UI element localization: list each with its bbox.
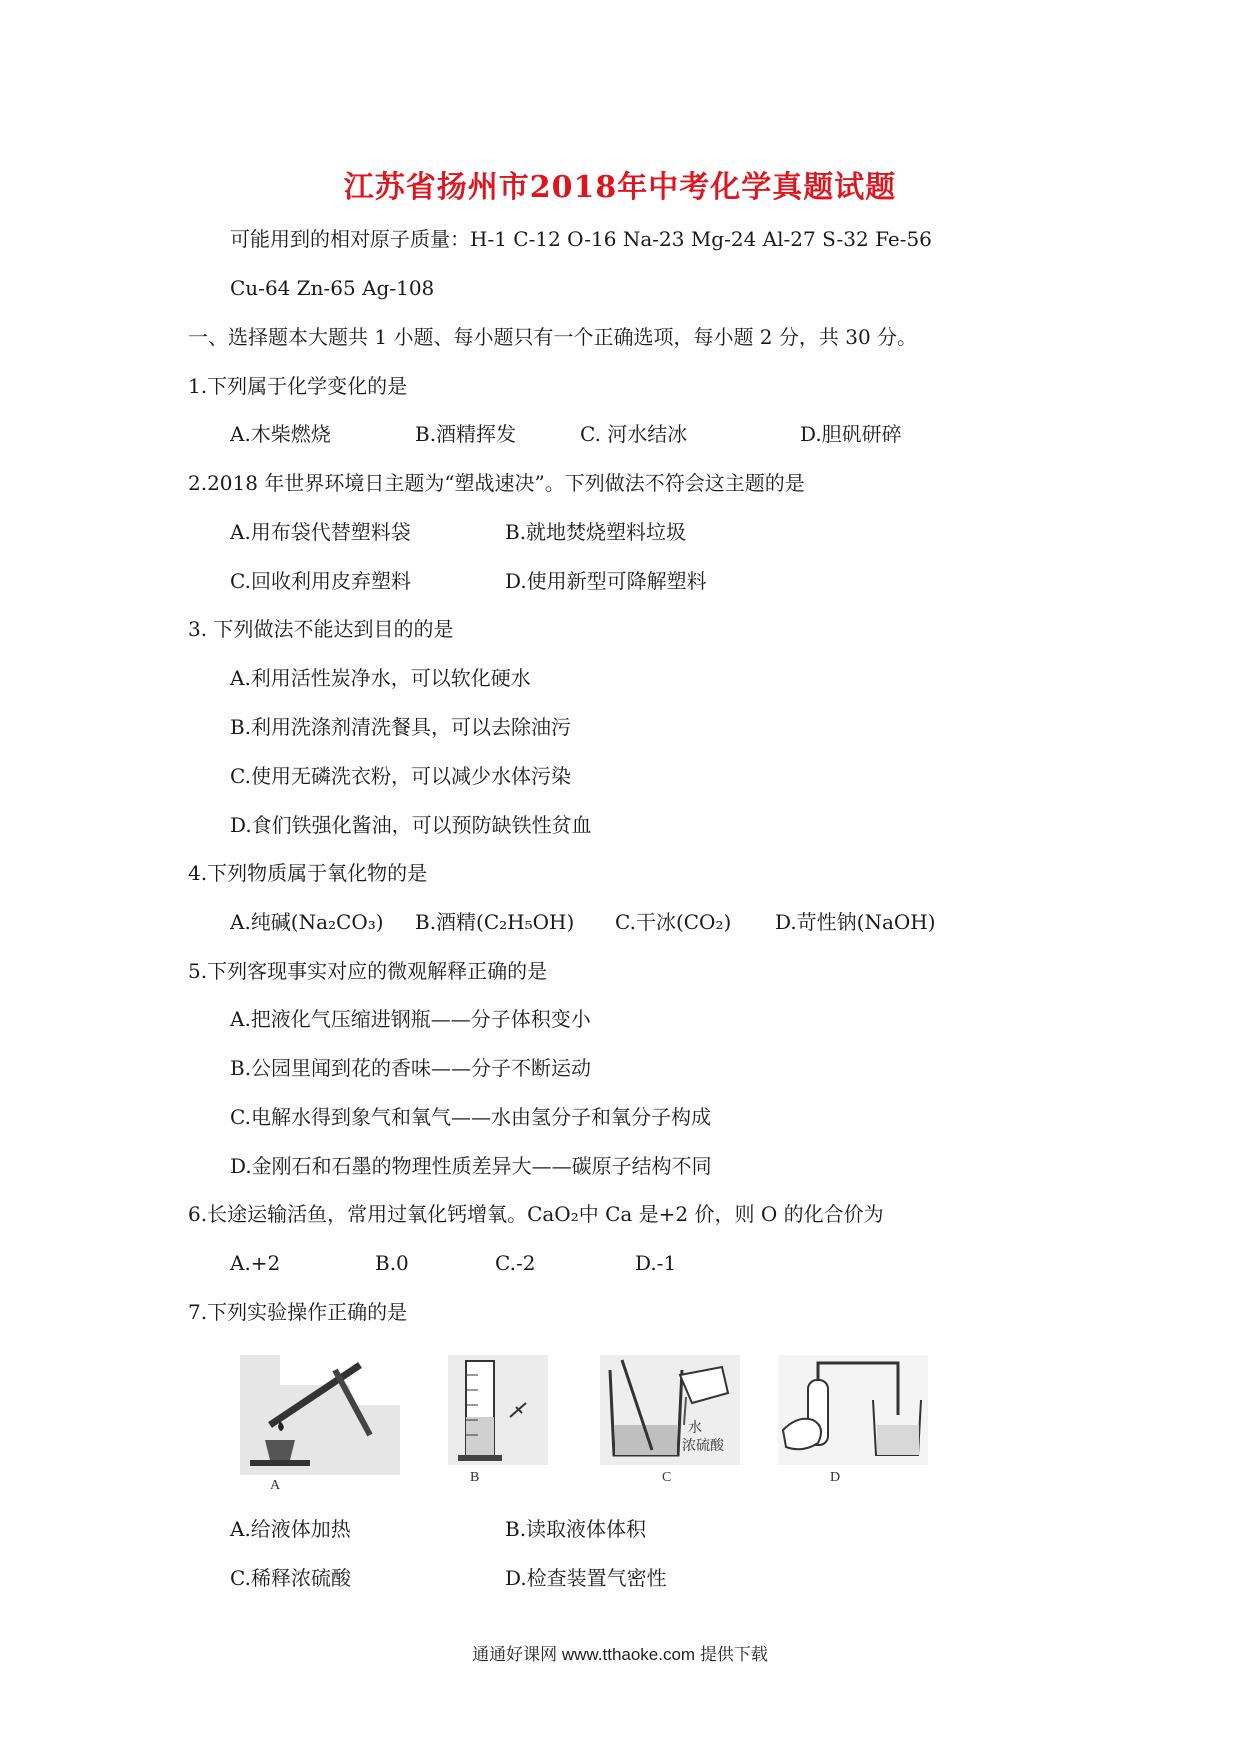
q2-option-d: D.使用新型可降解塑料 — [505, 569, 707, 593]
q2-option-c: C.回收利用皮弃塑料 — [230, 569, 411, 593]
footer-source: 通通好课网 www.tthaoke.com 提供下载 — [472, 1645, 768, 1664]
q6-option-a: A.+2 — [230, 1251, 281, 1275]
q1-option-d: D.胆矾研碎 — [800, 422, 902, 446]
atomic-mass-line-1: 可能用到的相对原子质量：H-1 C-12 O-16 Na-23 Mg-24 Al-27 S-32 Fe-56 — [230, 227, 932, 251]
q2-option-a: A.用布袋代替塑料袋 — [230, 520, 411, 544]
q5-option-c: C.电解水得到象气和氧气——水由氢分子和氧分子构成 — [230, 1105, 711, 1129]
figure-c-water-label: 水 — [688, 1421, 702, 1436]
q5-option-b: B.公园里闻到花的香味——分子不断运动 — [230, 1056, 592, 1080]
q6-option-c: C.-2 — [495, 1251, 536, 1275]
experiment-figures — [230, 1355, 970, 1505]
q5-option-d: D.金刚石和石墨的物理性质差异大——碳原子结构不同 — [230, 1154, 712, 1178]
q4-option-c: C.干冰(CO₂) — [615, 910, 732, 934]
q3-option-c: C.使用无磷洗衣粉，可以减少水体污染 — [230, 764, 571, 788]
q1-option-a: A.木柴燃烧 — [230, 422, 331, 446]
q1-option-b: B.酒精挥发 — [415, 422, 517, 446]
q4-option-b: B.酒精(C₂H₅OH) — [415, 910, 575, 934]
q1-option-c: C. 河水结冰 — [580, 422, 688, 446]
page-title: 江苏省扬州市2018年中考化学真题试题 — [343, 170, 897, 205]
q7-option-b: B.读取液体体积 — [505, 1517, 647, 1541]
q3-option-a: A.利用活性炭净水，可以软化硬水 — [230, 666, 531, 690]
figure-d-label: D — [830, 1470, 841, 1485]
figure-a-heating-liquid — [240, 1355, 400, 1493]
question-7-stem: 7.下列实验操作正确的是 — [188, 1300, 408, 1324]
q7-option-c: C.稀释浓硫酸 — [230, 1566, 351, 1590]
figure-b-reading-volume — [448, 1355, 548, 1485]
figure-c-diluting-acid — [600, 1355, 740, 1485]
q5-option-a: A.把液化气压缩进钢瓶——分子体积变小 — [230, 1007, 591, 1031]
q4-option-a: A.纯碱(Na₂CO₃) — [230, 910, 384, 934]
q7-option-a: A.给液体加热 — [230, 1517, 351, 1541]
q3-option-d: D.食们铁强化酱油，可以预防缺铁性贫血 — [230, 813, 592, 837]
question-6-stem: 6.长途运输活鱼，常用过氧化钙增氧。CaO₂中 Ca 是+2 价，则 O 的化合价为 — [188, 1202, 884, 1226]
question-1-stem: 1.下列属于化学变化的是 — [188, 374, 408, 398]
question-2-stem: 2.2018 年世界环境日主题为“塑战速决”。下列做法不符会这主题的是 — [188, 471, 805, 495]
section-heading: 一、选择题本大题共 1 小题、每小题只有一个正确选项，每小题 2 分，共 30 分。 — [188, 325, 918, 349]
q6-option-b: B.0 — [375, 1251, 409, 1275]
question-4-stem: 4.下列物质属于氧化物的是 — [188, 861, 428, 885]
figure-c-acid-label: 浓硫酸 — [682, 1439, 724, 1454]
q6-option-d: D.-1 — [635, 1251, 677, 1275]
q4-option-d: D.苛性钠(NaOH) — [775, 910, 936, 934]
q2-option-b: B.就地焚烧塑料垃圾 — [505, 520, 687, 544]
figure-d-airtightness — [778, 1355, 928, 1485]
q7-option-d: D.检查装置气密性 — [505, 1566, 667, 1590]
figure-b-label: B — [470, 1470, 480, 1485]
question-3-stem: 3. 下列做法不能达到目的的是 — [188, 617, 454, 641]
atomic-mass-line-2: Cu-64 Zn-65 Ag-108 — [230, 276, 435, 300]
figure-a-label: A — [270, 1478, 281, 1493]
figure-c-label: C — [662, 1470, 672, 1485]
q3-option-b: B.利用洗涤剂清洗餐具，可以去除油污 — [230, 715, 572, 739]
question-5-stem: 5.下列客现事实对应的微观解释正确的是 — [188, 959, 548, 983]
